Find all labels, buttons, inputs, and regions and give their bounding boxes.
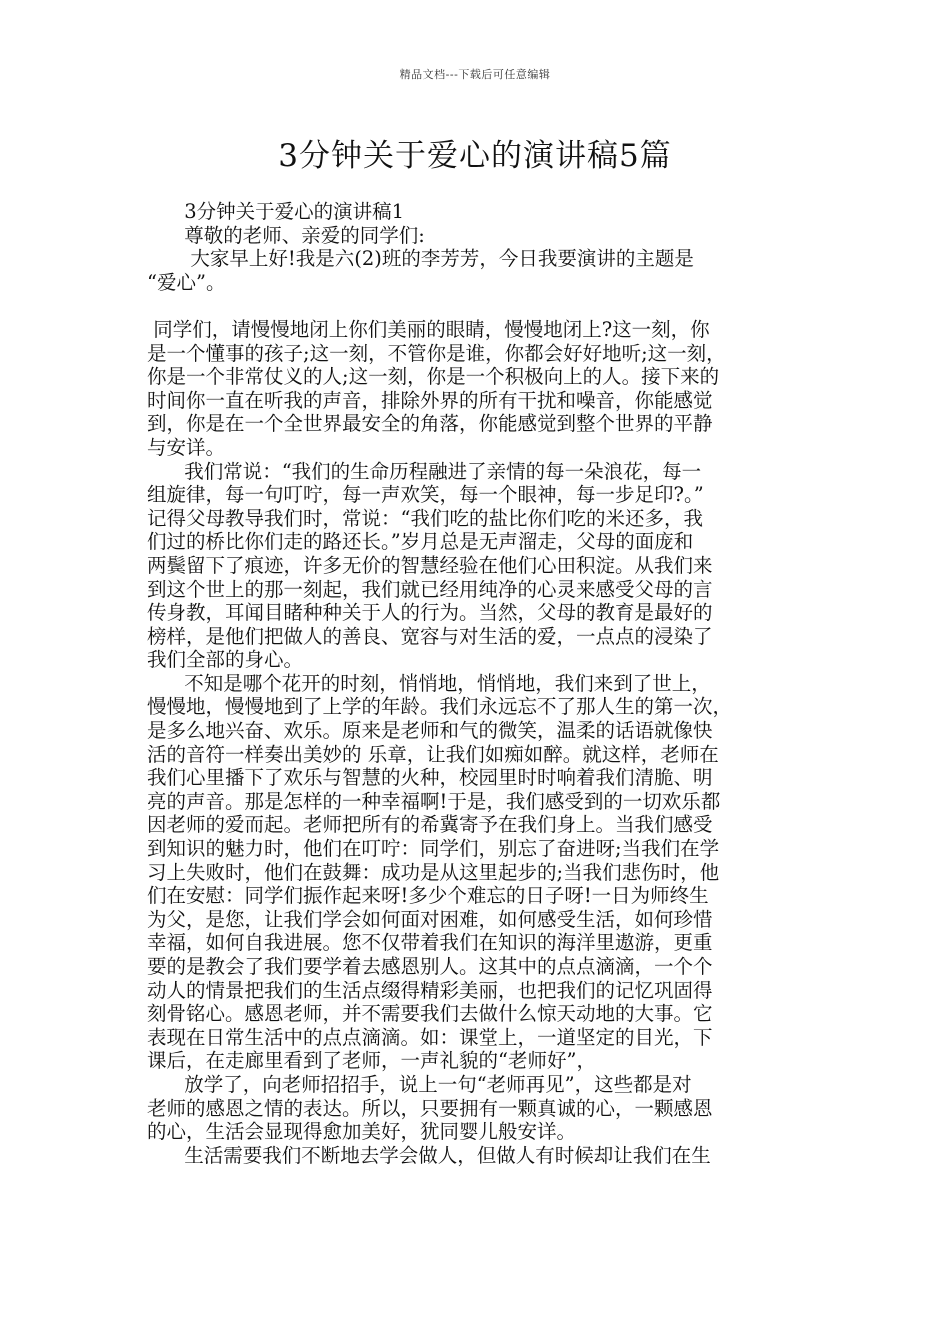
body-line: 要的是教会了我们要学着去感恩别人。这其中的点点滴滴，一个个 — [147, 955, 713, 978]
body-line: 我们心里播下了欢乐与智慧的火种，校园里时时响着我们清脆、明 — [147, 766, 713, 790]
body-line: 习上失败时，他们在鼓舞：成功是从这里起步的;当我们悲伤时，他 — [147, 860, 720, 884]
body-line: 活的音符一样奏出美妙的 乐章，让我们如痴如醉。就这样，老师在 — [147, 742, 719, 766]
body-line: 两鬓留下了痕迹，许多无价的智慧经验在他们心田积淀。从我们来 — [147, 553, 713, 577]
body-line: 尊敬的老师、亲爱的同学们: — [147, 223, 425, 247]
body-line — [147, 294, 810, 318]
body-line: 的心，生活会显现得愈加美好，犹同婴儿般安详。 — [147, 1120, 577, 1144]
body-line: 是多么地兴奋、欢乐。原来是老师和气的微笑，温柔的话语就像快 — [147, 719, 713, 743]
body-line: 是一个懂事的孩子;这一刻，不管你是谁，你都会好好地听;这一刻， — [147, 341, 726, 365]
document-body — [147, 200, 810, 1167]
body-line: 刻骨铭心。感恩老师，并不需要我们去做什么惊天动地的大事。它 — [147, 1002, 713, 1026]
body-line: 们过的桥比你们走的路还长。”岁月总是无声溜走，父母的面庞和 — [147, 530, 694, 554]
body-line: 大家早上好!我是六(2)班的李芳芳，今日我要演讲的主题是 — [147, 247, 694, 271]
body-line: 同学们，请慢慢地闭上你们美丽的眼睛，慢慢地闭上?这一刻，你 — [147, 317, 710, 341]
body-line: 动人的情景把我们的生活点缀得精彩美丽，也把我们的记忆巩固得 — [147, 978, 713, 1002]
body-line: 到，你是在一个全世界最安全的角落，你能感觉到整个世界的平静 — [147, 412, 713, 436]
body-line: 们在安慰：同学们振作起来呀!多少个难忘的日子呀!一日为师终生 — [147, 884, 709, 908]
body-line: 你是一个非常仗义的人;这一刻，你是一个积极向上的人。接下来的 — [147, 365, 720, 389]
body-line: 老师的感恩之情的表达。所以，只要拥有一颗真诚的心，一颗感恩 — [147, 1096, 713, 1120]
body-line: 传身教，耳闻目睹种种关于人的行为。当然，父母的教育是最好的 — [147, 601, 713, 625]
body-line: 到知识的魅力时，他们在叮咛：同学们，别忘了奋进呀;当我们在学 — [147, 837, 720, 861]
body-line: 与安详。 — [147, 435, 226, 459]
body-line: 慢慢地，慢慢地到了上学的年龄。我们永远忘不了那人生的第一次， — [147, 695, 733, 719]
body-line: 课后，在走廊里看到了老师，一声礼貌的“老师好”， — [147, 1049, 596, 1073]
body-line: 3分钟关于爱心的演讲稿1 — [147, 200, 405, 223]
body-line: 放学了，向老师招招手，说上一句“老师再见”，这些都是对 — [147, 1072, 692, 1096]
body-line: 为父，是您，让我们学会如何面对困难，如何感受生活，如何珍惜 — [147, 907, 713, 931]
body-line: 榜样，是他们把做人的善良、宽容与对生活的爱，一点点的浸染了 — [147, 624, 713, 648]
body-line: 幸福，如何自我进展。您不仅带着我们在知识的海洋里遨游，更重 — [147, 931, 713, 955]
body-line: 我们全部的身心。 — [147, 648, 304, 672]
body-line: 我们常说：“我们的生命历程融进了亲情的每一朵浪花，每一 — [147, 459, 702, 483]
body-line: 生活需要我们不断地去学会做人，但做人有时候却让我们在生 — [147, 1143, 711, 1167]
document-title: 3分钟关于爱心的演讲稿5篇 — [278, 138, 672, 174]
body-line: 组旋律，每一句叮咛，每一声欢笑，每一个眼神，每一步足印?。” — [147, 483, 704, 507]
body-line: 到这个世上的那一刻起，我们就已经用纯净的心灵来感受父母的言 — [147, 577, 713, 601]
body-line: 亮的声音。那是怎样的一种幸福啊!于是，我们感受到的一切欢乐都 — [147, 789, 721, 813]
body-line: 表现在日常生活中的点点滴滴。如：课堂上，一道坚定的目光，下 — [147, 1025, 713, 1049]
body-line: 不知是哪个花开的时刻，悄悄地，悄悄地，我们来到了世上， — [147, 671, 711, 695]
body-line: “爱心”。 — [147, 270, 226, 294]
body-line: 因老师的爱而起。老师把所有的希冀寄予在我们身上。当我们感受 — [147, 813, 713, 837]
body-line: 时间你一直在听我的声音，排除外界的所有干扰和噪音，你能感觉 — [147, 388, 713, 412]
body-line: 记得父母教导我们时，常说：“我们吃的盐比你们吃的米还多，我 — [147, 506, 703, 530]
header-note: 精品文档---下载后可任意编辑 — [399, 68, 551, 81]
